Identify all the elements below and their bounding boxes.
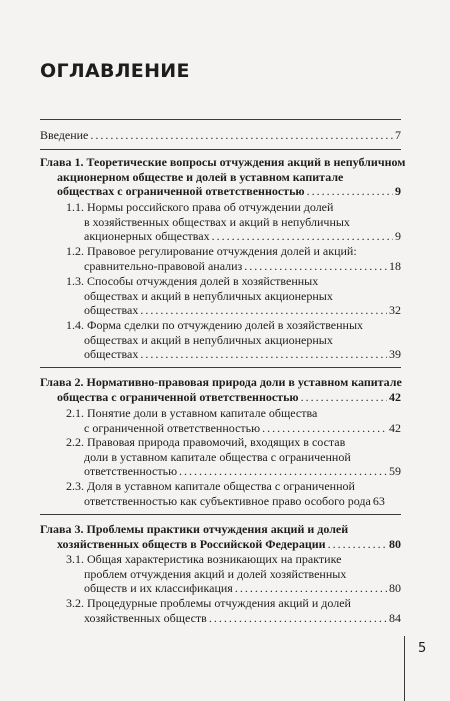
dot-leader <box>90 128 393 143</box>
section-title-line: обществах и акций в непубличных акционерных <box>84 332 333 347</box>
chapter-title-line: Глава 3. Проблемы практики отчуждения акций и долей <box>40 522 349 536</box>
chapter-title-line: акционерном обществе и долей в уставном капитале <box>57 169 344 184</box>
toc-page-number: 63 <box>372 493 385 508</box>
toc-page-number: 9 <box>395 184 401 199</box>
toc-section-1-4[interactable] <box>66 318 401 362</box>
section-title-line: сравнительно-правовой анализ <box>84 258 243 273</box>
toc-section-2-1[interactable] <box>66 406 401 435</box>
toc-section-1-3[interactable] <box>66 274 401 318</box>
divider <box>40 119 401 120</box>
toc-section-1-2[interactable] <box>66 244 401 273</box>
dot-leader <box>179 464 387 479</box>
section-title-line: обществах <box>84 303 139 318</box>
toc-section-3-2[interactable] <box>66 596 401 625</box>
toc-chapter-2[interactable] <box>40 375 401 404</box>
section-title-line: проблем отчуждения акций и долей хозяйственных <box>84 566 347 581</box>
toc-section-2-2[interactable] <box>66 435 401 479</box>
section-title-line: в хозяйственных обществах и акций в непубличных <box>84 214 350 229</box>
dot-leader <box>262 421 387 436</box>
toc-entry-label: Введение <box>40 128 89 142</box>
section-title-line: 3.1. Общая характеристика возникающих на практике <box>66 552 342 566</box>
toc-page-number: 9 <box>395 229 401 244</box>
dot-leader <box>140 347 387 362</box>
dot-leader <box>328 537 387 552</box>
toc-page-number: 18 <box>389 258 401 273</box>
divider <box>40 514 401 515</box>
dot-leader <box>301 390 387 405</box>
toc-page-number: 32 <box>389 303 401 318</box>
dot-leader <box>244 259 387 274</box>
dot-leader <box>140 303 387 318</box>
toc-section-1-1[interactable] <box>66 200 401 244</box>
section-title-line: 3.2. Процедурные проблемы отчуждения акций и долей <box>66 596 351 610</box>
section-title-line: 1.1. Нормы российского права об отчуждении долей <box>66 200 334 214</box>
page-title: ОГЛАВЛЕНИЕ <box>40 60 190 82</box>
section-title-line: хозяйственных обществ <box>84 610 207 625</box>
dot-leader <box>209 611 387 626</box>
chapter-title-line: Глава 2. Нормативно-правовая природа доли в уставном капитале <box>40 375 402 389</box>
page-number: 5 <box>418 641 427 656</box>
section-title-line: 2.3. Доля в уставном капитале общества с ограниченной <box>66 479 355 493</box>
section-title-line: обществ и их классификация <box>84 581 233 596</box>
divider <box>40 367 401 368</box>
chapter-title-line: Глава 1. Теоретические вопросы отчуждения акций в непубличном <box>40 155 406 169</box>
section-title-line: с ограниченной ответственностью <box>84 420 261 435</box>
page-number-divider <box>404 636 405 701</box>
toc-page-number: 42 <box>389 420 401 435</box>
chapter-title-line: хозяйственных обществ в Российской Федерации <box>57 536 326 551</box>
toc-page-number: 39 <box>389 347 401 362</box>
section-title-line: 1.4. Форма сделки по отчуждению долей в хозяйственных <box>66 318 364 332</box>
section-title-line: 2.2. Правовая природа правомочий, входящих в состав <box>66 435 346 449</box>
section-title-line: ответственностью как субъективное право особого рода <box>84 493 371 508</box>
divider <box>40 149 401 150</box>
toc-page-number: 84 <box>389 610 401 625</box>
toc-page-number: 42 <box>389 389 401 404</box>
section-title-line: ответственностью <box>84 464 178 479</box>
section-title-line: обществах и акций в непубличных акционерных <box>84 288 333 303</box>
section-title-line: доли в уставном капитале общества с ограниченной <box>84 449 351 464</box>
section-title-line: 1.3. Способы отчуждения долей в хозяйственных <box>66 274 319 288</box>
section-title-line: 2.1. Понятие доли в уставном капитале общества <box>66 406 318 420</box>
dot-leader <box>307 184 393 199</box>
toc-section-2-3[interactable] <box>66 479 401 508</box>
toc-page-number: 80 <box>389 581 401 596</box>
dot-leader <box>212 229 393 244</box>
chapter-title-line: обществах с ограниченной ответственностью <box>57 184 305 199</box>
toc-entry-intro[interactable] <box>40 128 401 143</box>
toc-chapter-3[interactable] <box>40 522 401 551</box>
section-title-line: 1.2. Правовое регулирование отчуждения долей и акций: <box>66 244 357 258</box>
toc-page-number: 59 <box>389 464 401 479</box>
dot-leader <box>235 581 387 596</box>
chapter-title-line: общества с ограниченной ответственностью <box>57 389 299 404</box>
section-title-line: обществах <box>84 347 139 362</box>
toc-page-number: 7 <box>395 128 401 142</box>
toc-chapter-1[interactable] <box>40 155 406 199</box>
toc-page-number: 80 <box>389 536 401 551</box>
toc-section-3-1[interactable] <box>66 552 401 596</box>
section-title-line: акционерных обществах <box>84 229 210 244</box>
